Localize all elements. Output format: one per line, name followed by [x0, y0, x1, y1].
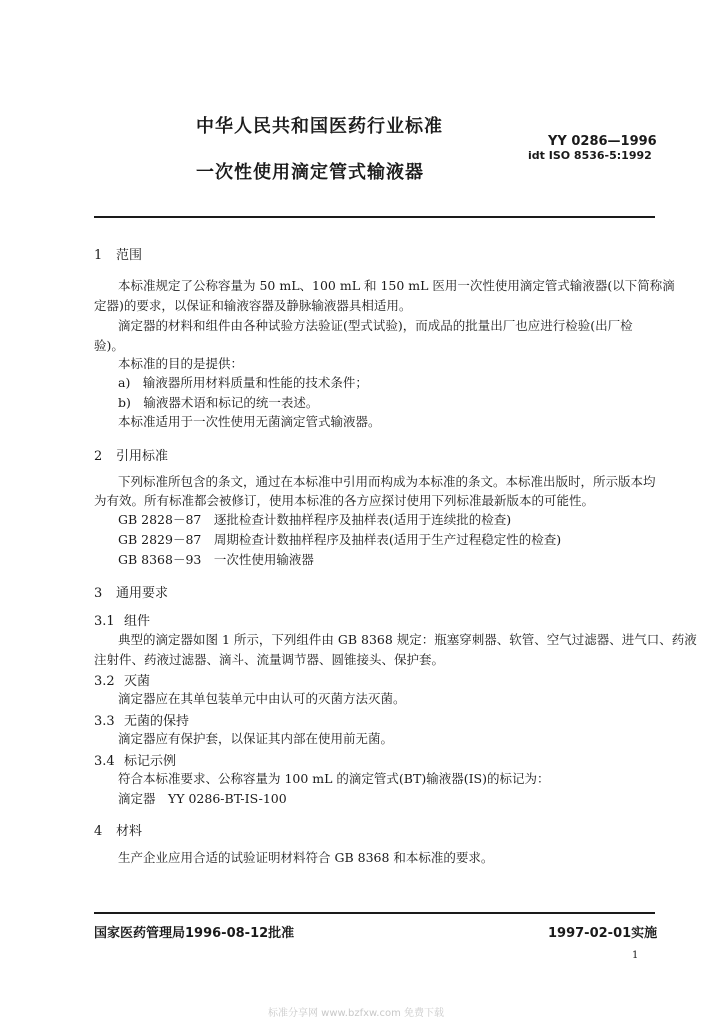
document-title: 一次性使用滴定管式输液器	[196, 162, 424, 183]
org-title: 中华人民共和国医药行业标准	[196, 116, 443, 137]
section-title: 通用要求	[116, 586, 169, 601]
section-title: 无菌的保持	[124, 714, 190, 729]
standard-equivalence: idt ISO 8536-5:1992	[528, 149, 652, 162]
section-number: 2	[94, 449, 103, 464]
reference-item: GB 8368－93 一次性使用输液器	[118, 552, 314, 567]
paragraph-line: 典型的滴定器如图 1 所示，下列组件由 GB 8368 规定：瓶塞穿刺器、软管、空气过滤器、进气口、药液	[118, 632, 697, 647]
section-title: 引用标准	[116, 449, 169, 464]
section-3-1-heading	[94, 610, 150, 629]
section-3-4-heading	[94, 750, 176, 769]
paragraph-line: 符合本标准要求、公称容量为 100 mL 的滴定管式(BT)输液器(IS)的标记为：	[118, 771, 550, 786]
section-title: 标记示例	[124, 754, 177, 769]
paragraph-line: 注射件、药液过滤器、滴斗、流量调节器、圆锥接头、保护套。	[94, 652, 445, 667]
section-number: 3.1	[94, 614, 115, 629]
paragraph-line: 验)。	[94, 338, 124, 353]
section-3-heading	[94, 582, 168, 601]
list-item: b) 输液器术语和标记的统一表述。	[118, 395, 319, 410]
section-number: 1	[94, 248, 103, 263]
header-rule	[94, 216, 655, 218]
page-number: 1	[632, 950, 639, 961]
section-3-3-heading	[94, 710, 189, 729]
reference-item: GB 2829－87 周期检查计数抽样程序及抽样表(适用于生产过程稳定性的检查)	[118, 532, 562, 547]
paragraph-line: 滴定器应有保护套，以保证其内部在使用前无菌。	[118, 731, 394, 746]
watermark: 标准分享网 www.bzfxw.com 免费下载	[268, 1008, 444, 1019]
paragraph-line: 滴定器的材料和组件由各种试验方法验证(型式试验)，而成品的批量出厂也应进行检验(出厂检	[118, 318, 633, 333]
section-title: 组件	[124, 614, 151, 629]
paragraph-line: 滴定器应在其单包装单元中由认可的灭菌方法灭菌。	[118, 691, 406, 706]
standard-code: YY 0286—1996	[548, 134, 657, 149]
section-number: 3	[94, 586, 103, 601]
section-2-heading	[94, 445, 168, 464]
marking-example: 滴定器 YY 0286-BT-IS-100	[118, 791, 287, 806]
section-number: 4	[94, 824, 103, 839]
section-title: 灭菌	[124, 674, 151, 689]
section-number: 3.4	[94, 754, 115, 769]
section-3-2-heading	[94, 670, 150, 689]
paragraph-line: 本标准的目的是提供：	[118, 356, 244, 371]
paragraph-line: 下列标准所包含的条文，通过在本标准中引用而构成为本标准的条文。本标准出版时，所示版本均	[118, 474, 656, 489]
reference-item: GB 2828－87 逐批检查计数抽样程序及抽样表(适用于连续批的检查)	[118, 512, 512, 527]
section-title: 材料	[116, 824, 143, 839]
approval-date: 国家医药管理局1996-08-12批准	[94, 926, 295, 941]
paragraph-line: 生产企业应用合适的试验证明材料符合 GB 8368 和本标准的要求。	[118, 850, 494, 865]
section-title: 范围	[116, 248, 143, 263]
paragraph-line: 本标准适用于一次性使用无菌滴定管式输液器。	[118, 414, 381, 429]
section-number: 3.3	[94, 714, 115, 729]
effective-date: 1997-02-01实施	[548, 926, 658, 941]
section-1-heading	[94, 244, 142, 263]
paragraph-line: 定器)的要求，以保证和输液容器及静脉输液器具相适用。	[94, 298, 412, 313]
section-number: 3.2	[94, 674, 115, 689]
paragraph-line: 为有效。所有标准都会被修订，使用本标准的各方应探讨使用下列标准最新版本的可能性。	[94, 493, 595, 508]
footer-rule	[94, 912, 655, 914]
section-4-heading	[94, 820, 142, 839]
list-item: a) 输液器所用材料质量和性能的技术条件；	[118, 375, 368, 390]
paragraph-line: 本标准规定了公称容量为 50 mL、100 mL 和 150 mL 医用一次性使用滴定管式输液器(以下简称滴	[118, 278, 675, 293]
